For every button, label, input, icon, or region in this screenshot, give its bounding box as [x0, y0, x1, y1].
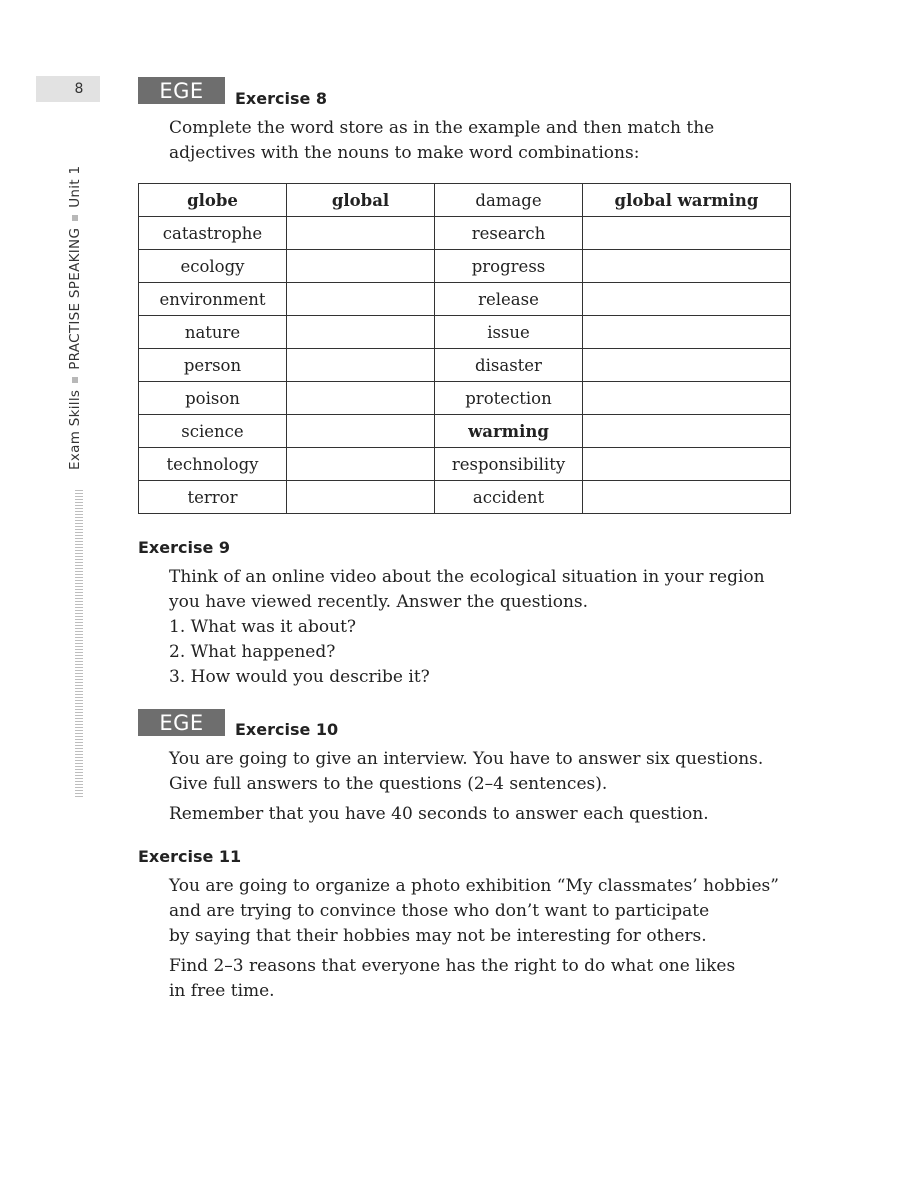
- pair-noun-cell: damage: [435, 184, 583, 217]
- noun-cell: environment: [139, 283, 287, 316]
- ege-badge: EGE: [138, 77, 225, 104]
- exercise-9-title: Exercise 9: [138, 538, 231, 557]
- exercise-11-text: [169, 874, 779, 949]
- exercise-8-title: Exercise 8: [235, 89, 328, 108]
- exercise-10-note: [169, 802, 709, 827]
- table-row: [139, 283, 791, 316]
- text-line: and are trying to convince those who don’t want to participate: [169, 901, 710, 921]
- pair-noun-cell: progress: [435, 250, 583, 283]
- noun-cell: terror: [139, 481, 287, 514]
- pair-noun-cell: responsibility: [435, 448, 583, 481]
- square-bullet-icon: [72, 377, 78, 383]
- text-line: You are going to give an interview. You have to answer six questions.: [169, 749, 764, 769]
- noun-cell: globe: [139, 184, 287, 217]
- adjective-cell: [287, 481, 435, 514]
- table-row: [139, 448, 791, 481]
- question-item: 2. What happened?: [169, 642, 336, 662]
- text-line: Give full answers to the questions (2–4 sentences).: [169, 774, 608, 794]
- table-row: [139, 217, 791, 250]
- exercise-10-title: Exercise 10: [235, 720, 339, 739]
- combination-cell: [583, 448, 791, 481]
- square-bullet-icon: [72, 215, 78, 221]
- combination-cell: global warming: [583, 184, 791, 217]
- noun-cell: technology: [139, 448, 287, 481]
- pair-noun-cell: warming: [435, 415, 583, 448]
- noun-cell: nature: [139, 316, 287, 349]
- pair-noun-cell: research: [435, 217, 583, 250]
- table-row: [139, 481, 791, 514]
- table-row: [139, 349, 791, 382]
- question-item: 3. How would you describe it?: [169, 667, 430, 687]
- text-line: Find 2–3 reasons that everyone has the right to do what one likes: [169, 956, 736, 976]
- adjective-cell: [287, 349, 435, 382]
- combination-cell: [583, 481, 791, 514]
- table-row: [139, 316, 791, 349]
- noun-cell: science: [139, 415, 287, 448]
- adjective-cell: [287, 217, 435, 250]
- text-line: you have viewed recently. Answer the questions.: [169, 592, 589, 612]
- adjective-cell: [287, 316, 435, 349]
- exercise-10-text: [169, 747, 763, 797]
- table-row: [139, 382, 791, 415]
- combination-cell: [583, 217, 791, 250]
- text-line: Think of an online video about the ecological situation in your region: [169, 567, 765, 587]
- adjective-cell: [287, 448, 435, 481]
- pair-noun-cell: release: [435, 283, 583, 316]
- pair-noun-cell: disaster: [435, 349, 583, 382]
- exercise-11-title: Exercise 11: [138, 847, 242, 866]
- adjective-cell: global: [287, 184, 435, 217]
- text-line: in free time.: [169, 981, 275, 1001]
- side-label-unit: Unit 1: [67, 165, 83, 208]
- noun-cell: catastrophe: [139, 217, 287, 250]
- exercise-8-instructions: [169, 116, 714, 166]
- instruction-line: adjectives with the nouns to make word combinations:: [169, 143, 640, 163]
- margin-ruler-decoration: [75, 490, 83, 798]
- noun-cell: ecology: [139, 250, 287, 283]
- side-label-category: Exam Skills: [67, 389, 83, 470]
- question-item: 1. What was it about?: [169, 617, 357, 637]
- instruction-line: Complete the word store as in the example and then match the: [169, 118, 715, 138]
- side-label-section: PRACTISE SPEAKING: [67, 227, 83, 370]
- text-line: You are going to organize a photo exhibition “My classmates’ hobbies”: [169, 876, 779, 896]
- pair-noun-cell: issue: [435, 316, 583, 349]
- side-section-label: [67, 166, 83, 470]
- combination-cell: [583, 415, 791, 448]
- combination-cell: [583, 283, 791, 316]
- adjective-cell: [287, 283, 435, 316]
- combination-cell: [583, 382, 791, 415]
- table-row: [139, 184, 791, 217]
- adjective-cell: [287, 415, 435, 448]
- pair-noun-cell: protection: [435, 382, 583, 415]
- text-line: Remember that you have 40 seconds to answer each question.: [169, 804, 709, 824]
- table-row: [139, 250, 791, 283]
- ege-badge: EGE: [138, 709, 225, 736]
- pair-noun-cell: accident: [435, 481, 583, 514]
- adjective-cell: [287, 382, 435, 415]
- noun-cell: poison: [139, 382, 287, 415]
- exercise-11-text-2: [169, 954, 735, 1004]
- text-line: by saying that their hobbies may not be interesting for others.: [169, 926, 707, 946]
- adjective-cell: [287, 250, 435, 283]
- page-number: 8: [36, 76, 100, 102]
- noun-cell: person: [139, 349, 287, 382]
- word-store-table: [138, 183, 791, 514]
- combination-cell: [583, 250, 791, 283]
- combination-cell: [583, 316, 791, 349]
- combination-cell: [583, 349, 791, 382]
- exercise-9-text: [169, 565, 765, 690]
- table-row: [139, 415, 791, 448]
